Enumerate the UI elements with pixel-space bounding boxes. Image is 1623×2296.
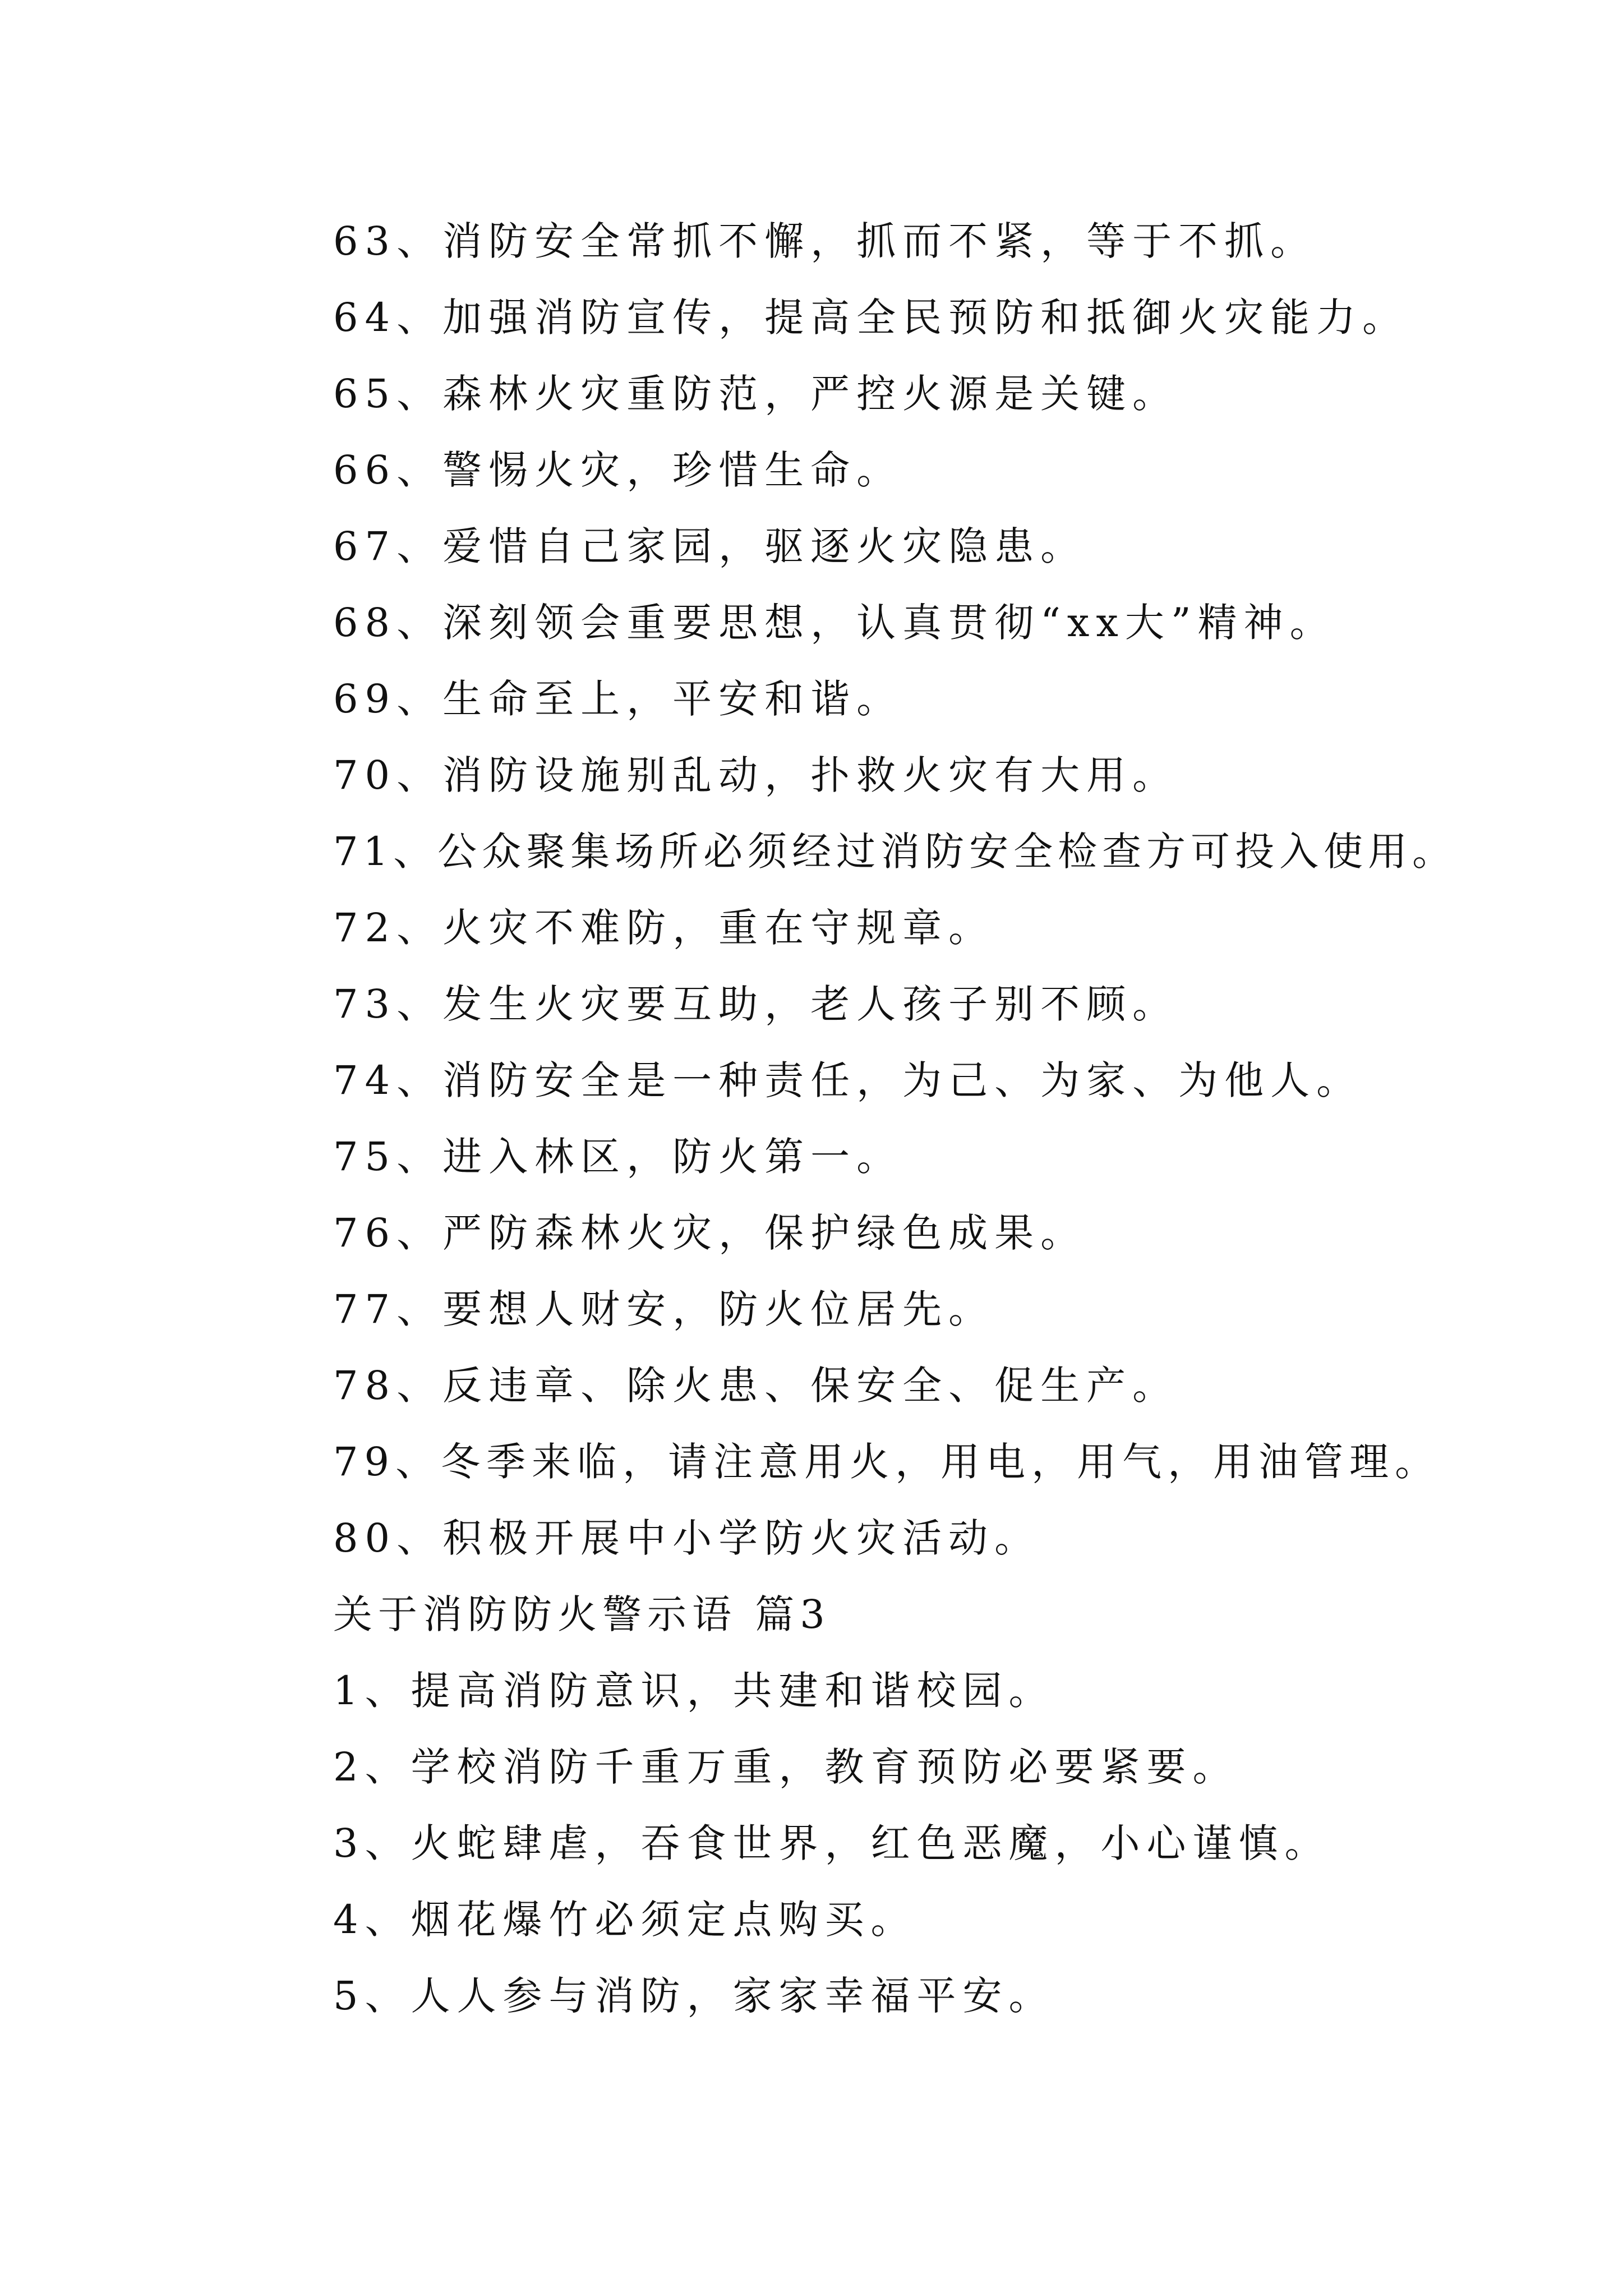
document-body [333,203,1567,2034]
section-line-2: 2、学校消防千重万重，教育预防必要紧要。 [333,1744,1239,1790]
slogan-line-72: 72、火灾不难防，重在守规章。 [333,905,995,951]
slogan-line-68: 68、深刻领会重要思想，认真贯彻“xx大”精神。 [333,600,1336,646]
slogan-line-69: 69、生命至上，平安和谐。 [333,676,903,722]
slogan-line-70: 70、消防设施别乱动，扑救火灾有大用。 [333,752,1179,798]
slogan-line-77: 77、要想人财安，防火位居先。 [333,1286,995,1332]
slogan-line-80: 80、积极开展中小学防火灾活动。 [333,1515,1041,1561]
slogan-line-73: 73、发生火灾要互助，老人孩子别不顾。 [333,981,1179,1027]
section-line-4: 4、烟花爆竹必须定点购买。 [333,1897,917,1943]
slogan-line-79: 79、冬季来临，请注意用火，用电，用气，用油管理。 [333,1439,1441,1485]
slogan-line-76: 76、严防森林火灾，保护绿色成果。 [333,1210,1087,1256]
slogan-line-75: 75、进入林区，防火第一。 [333,1134,903,1180]
slogan-line-74: 74、消防安全是一种责任，为己、为家、为他人。 [333,1057,1363,1103]
section-heading: 关于消防防火警示语 篇3 [333,1591,831,1637]
slogan-line-67: 67、爱惜自己家园，驱逐火灾隐患。 [333,523,1087,569]
section-line-3: 3、火蛇肆虐，吞食世界，红色恶魔，小心谨慎。 [333,1820,1331,1866]
slogan-line-71: 71、公众聚集场所必须经过消防安全检查方可投入使用。 [333,829,1457,875]
slogan-line-66: 66、警惕火灾，珍惜生命。 [333,447,903,493]
slogan-line-78: 78、反违章、除火患、保安全、促生产。 [333,1363,1179,1409]
section-line-1: 1、提高消防意识，共建和谐校园。 [333,1668,1055,1714]
slogan-line-64: 64、加强消防宣传，提高全民预防和抵御火灾能力。 [333,295,1409,341]
slogan-line-63: 63、消防安全常抓不懈，抓而不紧，等于不抓。 [333,218,1317,264]
slogan-line-65: 65、森林火灾重防范，严控火源是关键。 [333,371,1179,417]
section-line-5: 5、人人参与消防，家家幸福平安。 [333,1973,1055,2019]
